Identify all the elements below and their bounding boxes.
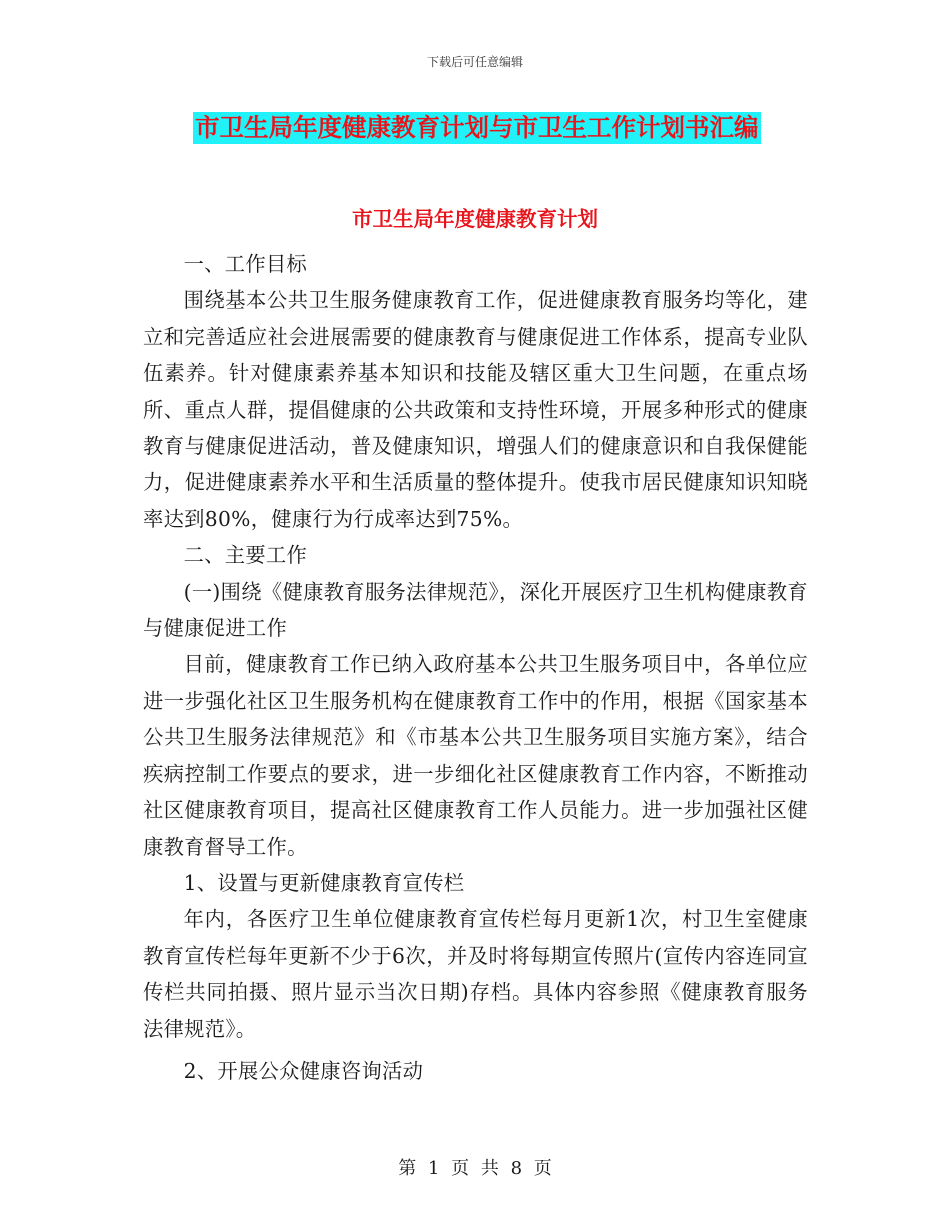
body-paragraph: 目前，健康教育工作已纳入政府基本公共卫生服务项目中，各单位应进一步强化社区卫生服务机构在健康教育工作中的作用，根据《国家基本公共卫生服务法律规范》和《市基本公共卫生服务项目实施方案》，结合疾病控制工作要点的要求，进一步细化社区健康教育工作内容，不断推动社区健康教育项目，提高社区健康教育工作人员能力。进一步加强社区健康教育督导工作。 (143, 652, 808, 859)
item-heading: 2、开展公众健康咨询活动 (183, 1058, 424, 1083)
document-main-title: 市卫生局年度健康教育计划与市卫生工作计划书汇编 (195, 113, 759, 142)
section-heading-goals: 一、工作目标 (183, 252, 308, 276)
header-note: 下载后可任意编辑 (426, 55, 523, 69)
subsection-heading: (一)围绕《健康教育服务法律规范》，深化开展医疗卫生机构健康教育与健康促进工作 (143, 579, 808, 641)
document-body (143, 246, 808, 1089)
page-footer: 第 1 页 共 8 页 (398, 1158, 552, 1179)
body-paragraph: 年内，各医疗卫生单位健康教育宣传栏每月更新1次，村卫生室健康教育宣传栏每年更新不少于6次，并及时将每期宣传照片(宣传内容连同宣传栏共同拍摄、照片显示当次日期)存档。具体内容参照《健康教育服务法律规范》。 (143, 907, 808, 1041)
item-heading: 1、设置与更新健康教育宣传栏 (183, 870, 465, 895)
body-paragraph: 围绕基本公共卫生服务健康教育工作，促进健康教育服务均等化，建立和完善适应社会进展需要的健康教育与健康促进工作体系，提高专业队伍素养。针对健康素养基本知识和技能及辖区重大卫生问题，在重点场所、重点人群，提倡健康的公共政策和支持性环境，开展多种形式的健康教育与健康促进活动，普及健康知识，增强人们的健康意识和自我保健能力，促进健康素养水平和生活质量的整体提升。使我市居民健康知识知晓率达到80%，健康行为行成率达到75%。 (143, 288, 808, 531)
document-sub-title: 市卫生局年度健康教育计划 (352, 207, 598, 231)
section-heading-main-work: 二、主要工作 (183, 543, 308, 568)
